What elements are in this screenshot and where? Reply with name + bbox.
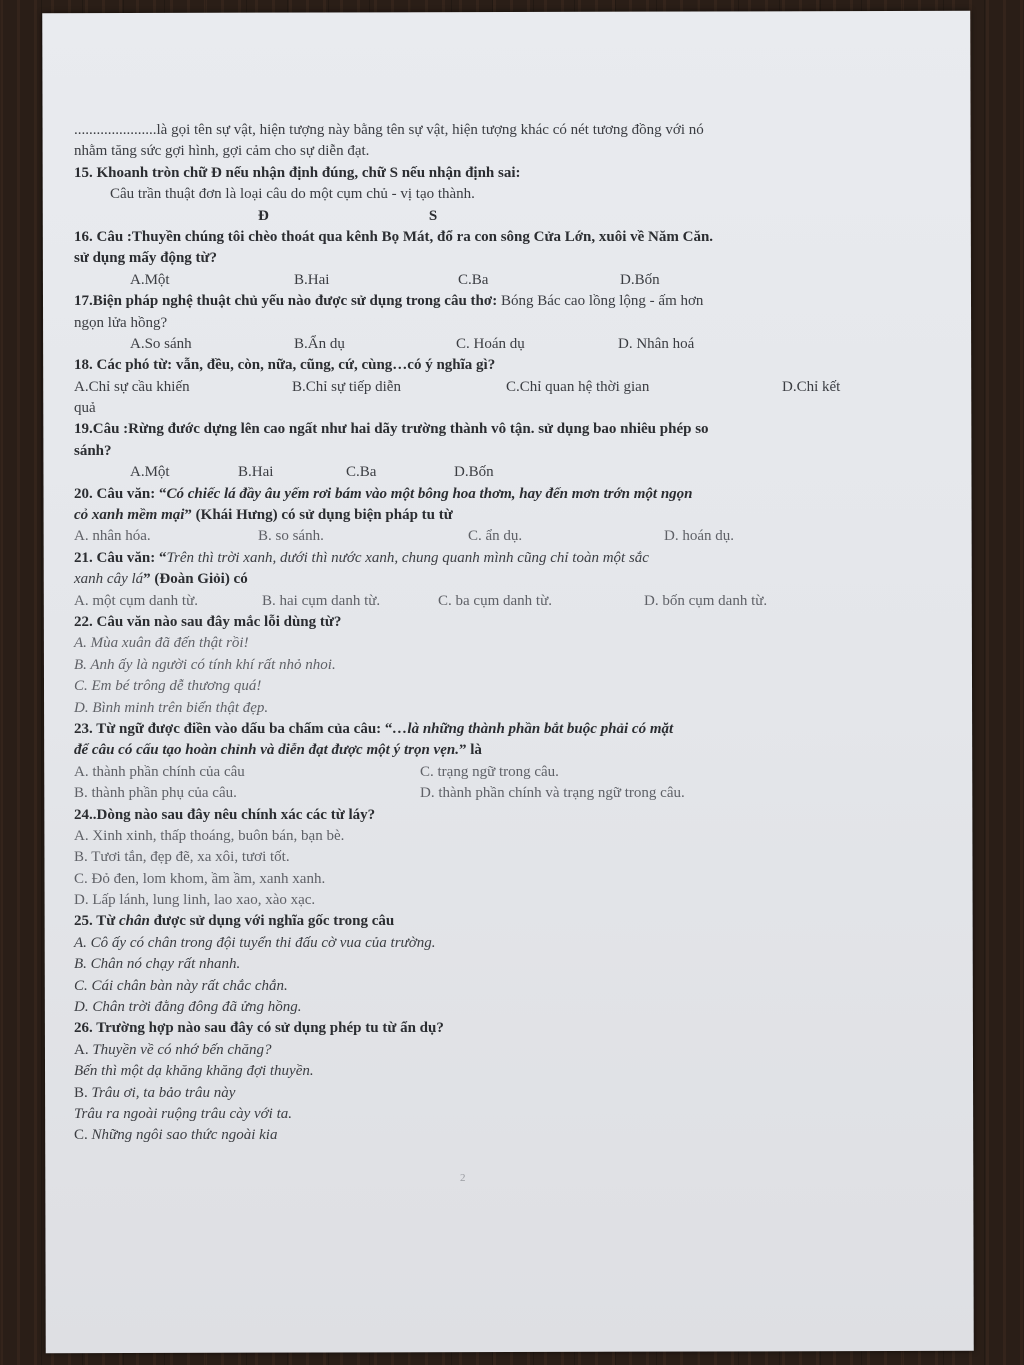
q23-option-c[interactable]: C. trạng ngữ trong câu. [420,763,559,780]
q19-title: 19.Câu :Rừng đước dựng lên cao ngất như hai dãy trường thành vô tận. sử dụng bao nhiêu phép so [74,421,709,438]
q25-option-c[interactable]: C. Cái chân bàn này rất chắc chắn. [74,977,288,994]
false-mark[interactable]: S [428,207,438,224]
q15-marks [74,206,884,227]
q23-suffix: ” là [458,742,482,759]
q17-quote: Bóng Bác cao lồng lộng - ấm hơn [497,293,704,310]
page-number: 2 [460,1172,466,1184]
q24-option-b[interactable]: B. Tươi tắn, đẹp đẽ, xa xôi, tươi tốt. [74,849,290,866]
q21-title [74,548,884,569]
q16-options [74,270,884,291]
q21-quote-cont: xanh cây lá [74,571,144,588]
q26-option-c-line-1: Những ngôi sao thức ngoài kia [91,1127,278,1144]
q21-quote: Trên thì trời xanh, dưới thì nước xanh, chung quanh mình cũng chỉ toàn một sắc [166,549,649,566]
q20-quote: Có chiếc lá đầy âu yếm rơi bám vào một bông hoa thơm, hay đến mơn trớn một ngọn [166,485,693,502]
q20-option-a[interactable]: A. nhân hóa. [74,528,151,545]
q25-title-word: chân [119,913,150,930]
q21-option-b[interactable]: B. hai cụm danh từ. [262,592,381,609]
q24-title: 24..Dòng nào sau đây nêu chính xác các từ láy? [74,806,376,823]
q18-option-d-wrap: quả [74,400,96,417]
q23-option-d[interactable]: D. thành phần chính và trạng ngữ trong câu. [420,785,685,802]
q25-option-d[interactable]: D. Chân trời đằng đông đã ửng hồng. [74,999,302,1016]
q20-option-d[interactable]: D. hoán dụ. [664,528,734,545]
q20-option-c[interactable]: C. ẩn dụ. [468,528,523,545]
q22-title: 22. Câu văn nào sau đây mắc lỗi dùng từ? [74,613,342,630]
q23-prefix: 23. Từ ngữ được điền vào dấu ba chấm của câu: “ [74,720,393,737]
q25-title-b: được sử dụng với nghĩa gốc trong câu [149,913,395,930]
q17-title-cont: ngọn lửa hồng? [74,314,168,331]
true-mark[interactable]: Đ [258,207,269,224]
q17-option-b[interactable]: B.Ẩn dụ [294,335,345,352]
q26-option-b[interactable] [74,1083,884,1104]
q16-title: 16. Câu :Thuyền chúng tôi chèo thoát qua kênh Bọ Mát, đổ ra con sông Cửa Lớn, xuôi về Năm Căn. [74,228,714,245]
q23-options-row-1 [74,762,884,783]
q26-option-b-line-1: Trâu ơi, ta bảo trâu này [91,1084,236,1101]
q22-option-b[interactable]: B. Anh ấy là người có tính khí rất nhỏ nhoi. [74,656,336,673]
intro-line-2: nhằm tăng sức gợi hình, gợi cảm cho sự diễn đạt. [74,143,370,160]
q17-title-text: 17.Biện pháp nghệ thuật chủ yếu nào được sử dụng trong câu thơ: [74,293,498,310]
q21-options [74,591,884,612]
q20-title-cont [74,505,884,526]
q24-option-a[interactable]: A. Xinh xinh, thấp thoáng, buôn bán, bạn bè. [74,827,345,844]
q18-option-a[interactable]: A.Chỉ sự cầu khiến [74,378,190,395]
q18-title: 18. Các phó từ: vẫn, đều, còn, nữa, cũng, cứ, cùng…có ý nghĩa gì? [74,357,496,374]
q25-title [74,911,884,932]
q21-option-d[interactable]: D. bốn cụm danh từ. [644,592,768,609]
q22-option-c[interactable]: C. Em bé trông dễ thương quá! [74,678,262,695]
q21-prefix: 21. Câu văn: “ [74,549,167,566]
q19-title-cont: sánh? [74,442,112,459]
q15-title: 15. Khoanh tròn chữ Đ nếu nhận định đúng, chữ S nếu nhận định sai: [74,164,521,181]
q23-quote-cont: để câu có cấu tạo hoàn chỉnh và diễn đạt được một ý trọn vẹn. [74,742,459,759]
q16-title-cont: sử dụng mấy động từ? [74,250,218,267]
q23-quote: …là những thành phần bắt buộc phải có mặt [392,720,674,737]
document-content [74,120,884,1147]
q25-option-b[interactable]: B. Chân nó chạy rất nhanh. [74,956,241,973]
q17-options [74,334,884,355]
q26-option-a-label: A. [74,1041,93,1058]
q23-title-cont [74,740,884,761]
q25-title-a: 25. Từ [74,913,119,930]
q16-option-a[interactable]: A.Một [130,271,170,288]
q26-option-c[interactable] [74,1125,884,1146]
q26-option-a-line-1: Thuyền về có nhớ bến chăng? [92,1041,272,1058]
q26-option-b-line-2: Trâu ra ngoài ruộng trâu cày với ta. [74,1105,293,1122]
q21-option-a[interactable]: A. một cụm danh từ. [74,592,198,609]
q20-suffix: ” (Khái Hưng) có sử dụng biện pháp tu từ [184,507,453,524]
q19-option-c[interactable]: C.Ba [346,464,377,481]
intro-line-1: ......................là gọi tên sự vật, hiện tượng này bằng tên sự vật, hiện tượng khác có nét tương đồng với nó [74,122,704,138]
q25-option-a[interactable]: A. Cô ấy có chân trong đội tuyển thi đấu cờ vua của trường. [74,934,436,951]
q21-option-c[interactable]: C. ba cụm danh từ. [438,592,552,609]
q20-title [74,484,884,505]
q23-options-row-2 [74,783,884,804]
q26-title: 26. Trường hợp nào sau đây có sử dụng phép tu từ ẩn dụ? [74,1020,444,1037]
q19-options [74,462,884,483]
q17-option-a[interactable]: A.So sánh [130,335,192,352]
q17-option-d[interactable]: D. Nhân hoá [618,335,695,352]
q17-title [74,291,884,312]
q23-option-a[interactable]: A. thành phần chính của câu [74,763,245,780]
q19-option-b[interactable]: B.Hai [238,464,274,481]
q26-option-a-line-2: Bến thì một dạ khăng khăng đợi thuyền. [74,1063,314,1080]
q20-prefix: 20. Câu văn: “ [74,485,167,502]
q21-title-cont [74,569,884,590]
q19-option-a[interactable]: A.Một [130,464,170,481]
q16-option-c[interactable]: C.Ba [458,271,489,288]
q22-option-d[interactable]: D. Bình minh trên biển thật đẹp. [74,699,269,716]
q16-option-d[interactable]: D.Bốn [620,271,660,288]
q23-title [74,719,884,740]
q23-option-b[interactable]: B. thành phần phụ của câu. [74,785,237,802]
q24-option-d[interactable]: D. Lấp lánh, lung linh, lao xao, xào xạc. [74,892,316,909]
q21-suffix: ” (Đoàn Giỏi) có [143,571,248,588]
q19-option-d[interactable]: D.Bốn [454,464,494,481]
q16-option-b[interactable]: B.Hai [294,271,330,288]
q20-option-b[interactable]: B. so sánh. [258,528,324,545]
q22-option-a[interactable]: A. Mùa xuân đã đến thật rồi! [74,635,249,652]
q20-options [74,526,884,547]
q20-quote-cont: cỏ xanh mềm mại [74,507,185,524]
q24-option-c[interactable]: C. Đỏ đen, lom khom, ầm ầm, xanh xanh. [74,870,326,887]
q26-option-b-label: B. [74,1084,92,1101]
q17-option-c[interactable]: C. Hoán dụ [456,335,525,352]
q18-option-d[interactable]: D.Chỉ kết [782,378,841,395]
q26-option-a[interactable] [74,1040,884,1061]
q18-option-b[interactable]: B.Chỉ sự tiếp diễn [292,378,401,395]
q15-statement: Câu trần thuật đơn là loại câu do một cụm chủ - vị tạo thành. [110,186,475,203]
q26-option-c-label: C. [74,1127,92,1144]
q18-options [74,377,884,398]
q18-option-c[interactable]: C.Chỉ quan hệ thời gian [506,378,650,395]
